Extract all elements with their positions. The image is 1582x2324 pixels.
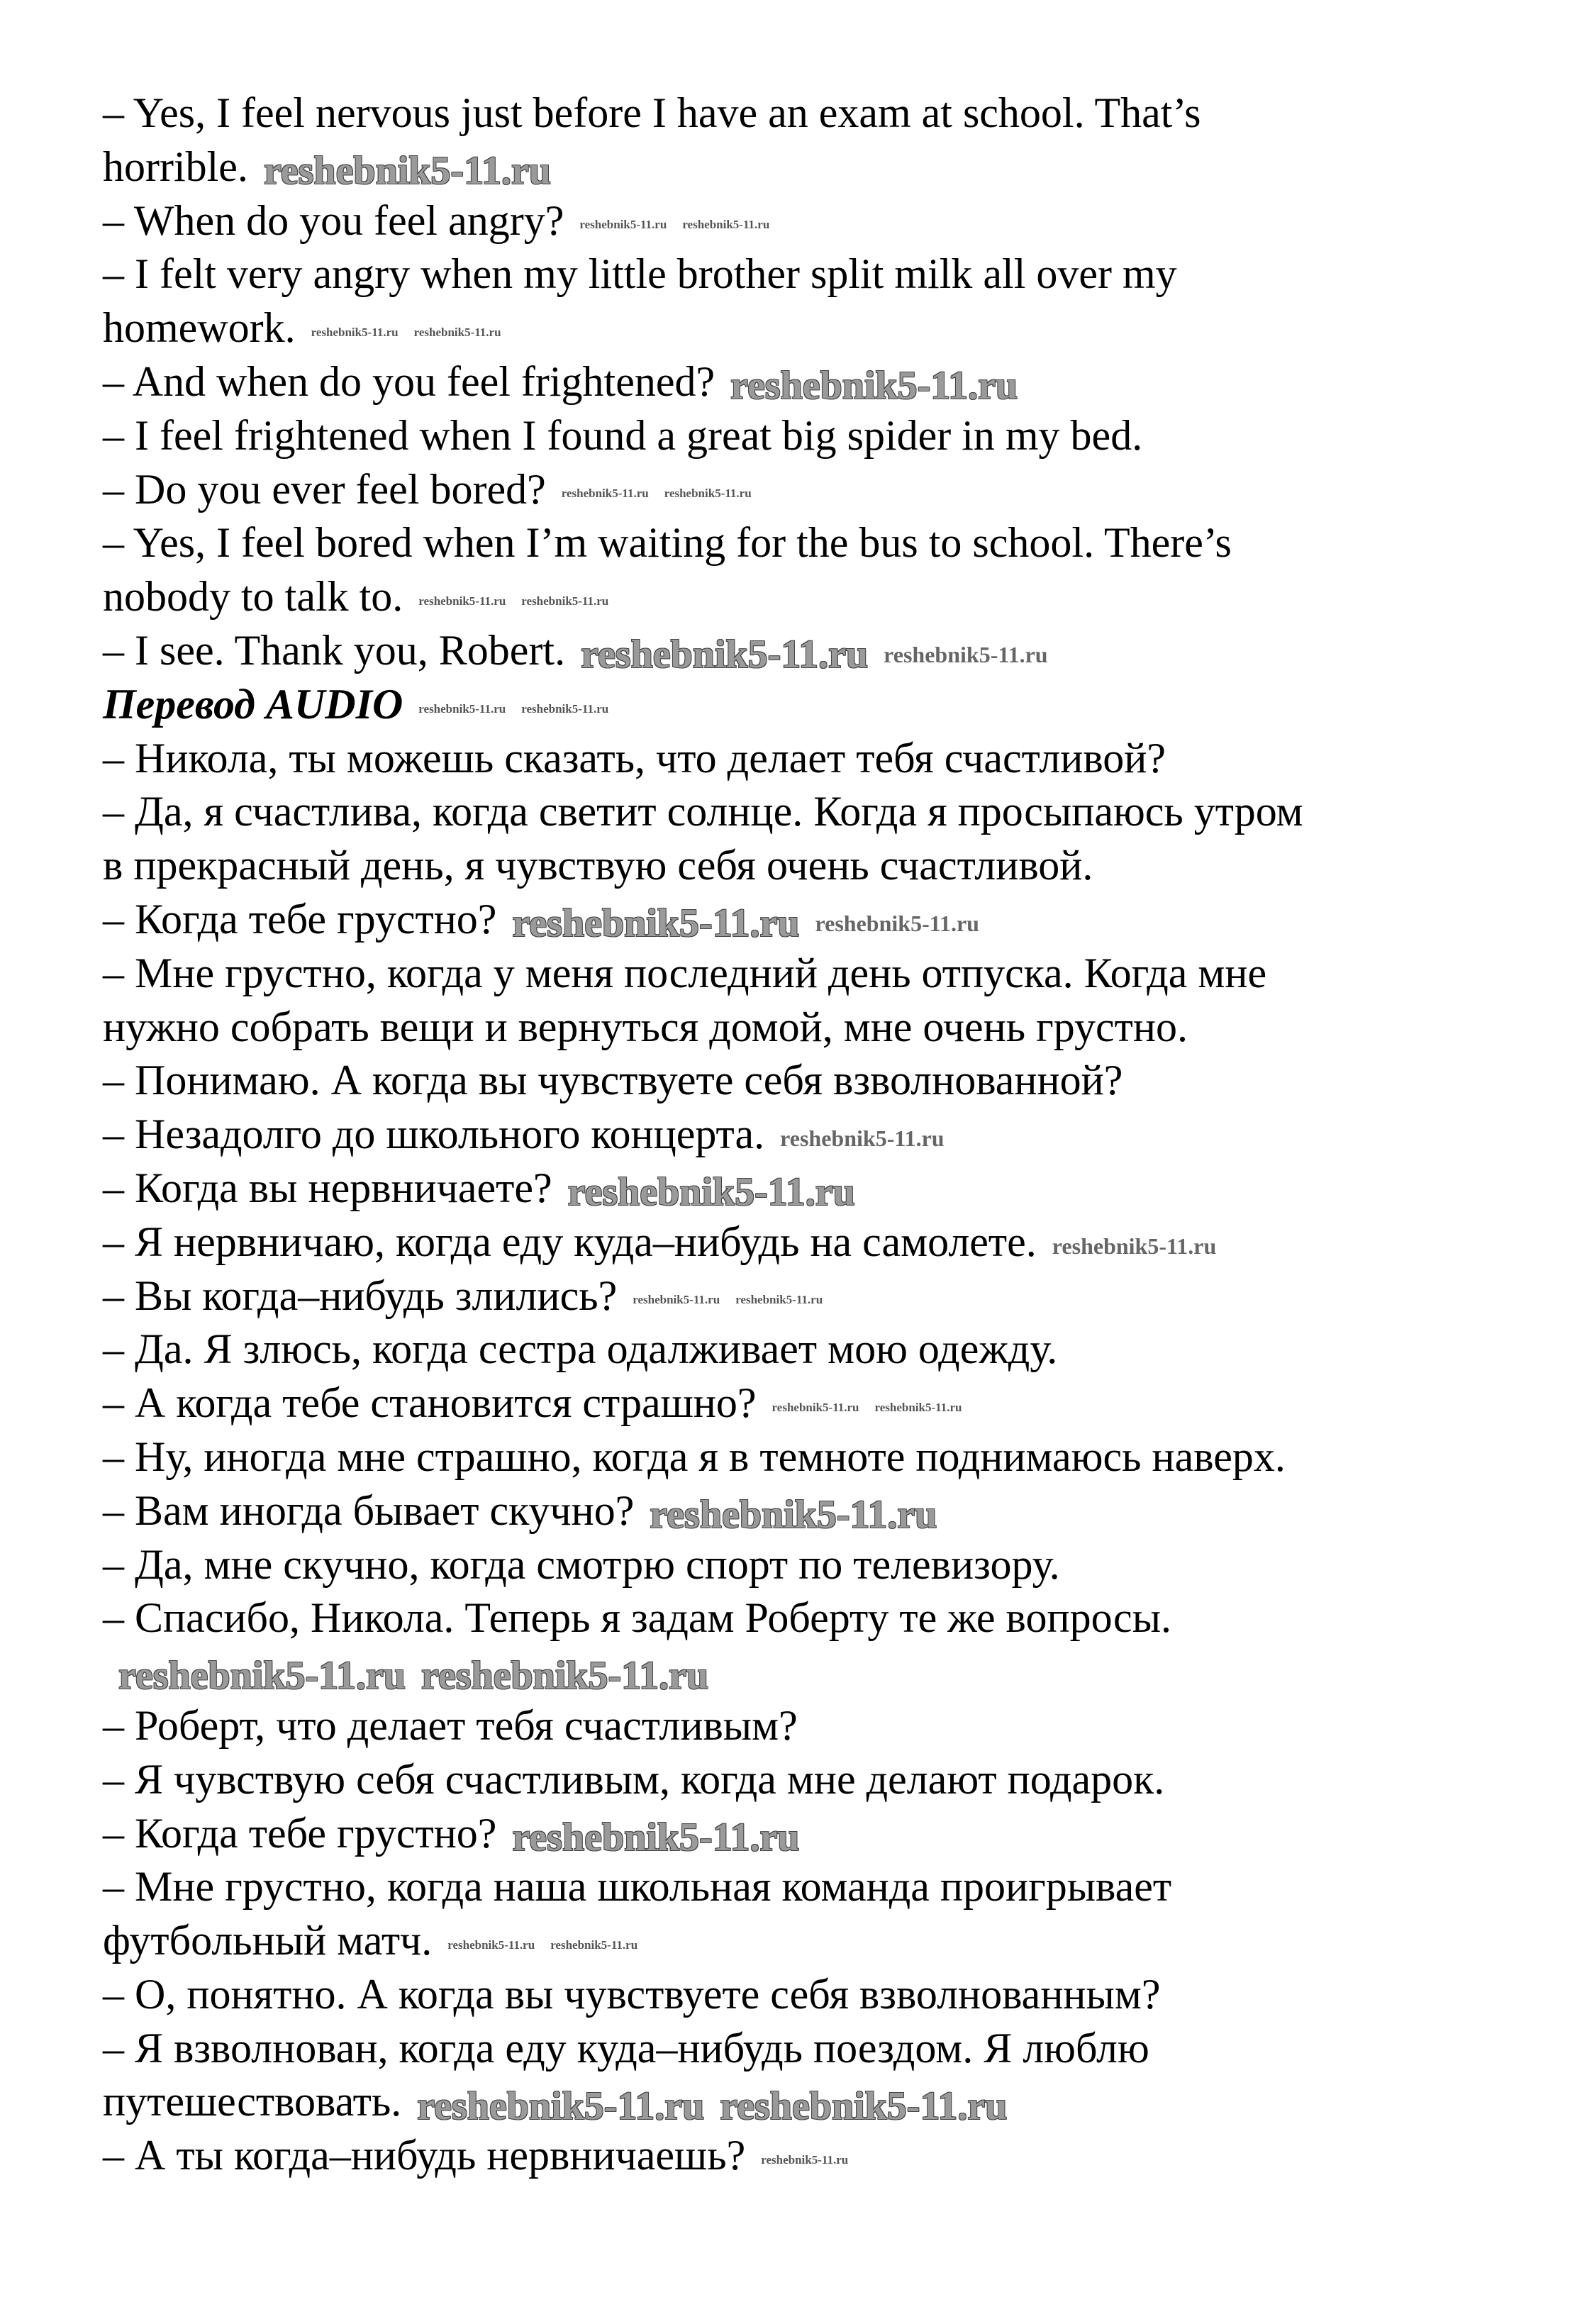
watermark: reshebnik5-11.ru — [521, 701, 609, 716]
text-line — [103, 1323, 1493, 1377]
watermark: reshebnik5-11.ru — [735, 1293, 823, 1307]
line-text: – When do you feel angry? — [103, 196, 564, 244]
text-line — [103, 785, 1493, 839]
line-text: – А ты когда–нибудь нервничаешь? — [103, 2132, 746, 2179]
watermark: reshebnik5-11.ru — [884, 642, 1048, 668]
watermark: reshebnik5-11.ru — [730, 364, 1018, 408]
line-text: – Я нервничаю, когда еду куда–нибудь на самолете. — [103, 1218, 1037, 1265]
text-line — [103, 893, 1493, 947]
text-line — [103, 2075, 1493, 2129]
line-text: – Вы когда–нибудь злились? — [103, 1272, 618, 1319]
text-line — [103, 1753, 1493, 1807]
watermark: reshebnik5-11.ru — [815, 911, 979, 937]
watermark: reshebnik5-11.ru — [1052, 1233, 1217, 1259]
section-heading — [103, 678, 1493, 732]
text-line — [103, 1269, 1493, 1323]
line-text: – Когда тебе грустно? — [103, 895, 497, 943]
line-text: – Незадолго до школьного концерта. — [103, 1111, 765, 1158]
text-line — [103, 1001, 1493, 1055]
line-text: – Когда тебе грустно? — [103, 1809, 497, 1857]
text-line — [103, 839, 1493, 893]
line-text: – Ну, иногда мне страшно, когда я в темноте поднимаюсь наверх. — [103, 1433, 1286, 1480]
line-text: – Спасибо, Никола. Теперь я задам Роберту те же вопросы. — [103, 1594, 1172, 1642]
line-text: horrible. — [103, 143, 248, 190]
watermark: reshebnik5-11.ru — [418, 594, 506, 608]
watermark: reshebnik5-11.ru — [567, 1170, 855, 1215]
text-line — [103, 463, 1493, 517]
line-text: homework. — [103, 304, 296, 352]
line-text: – Я взволнован, когда еду куда–нибудь поездом. Я люблю — [103, 2024, 1149, 2072]
line-text: – Когда вы нервничаете? — [103, 1164, 552, 1211]
text-line — [103, 1699, 1493, 1753]
line-text: – Вам иногда бывает скучно? — [103, 1486, 635, 1534]
line-text: – Никола, ты можешь сказать, что делает тебя счастливой? — [103, 734, 1166, 782]
watermark: reshebnik5-11.ru — [447, 1937, 535, 1952]
line-text: путешествовать. — [103, 2078, 402, 2125]
text-line — [103, 1645, 1493, 1699]
line-text: – Мне грустно, когда наша школьная команда проигрывает — [103, 1863, 1172, 1911]
text-line — [103, 1968, 1493, 2022]
watermark: reshebnik5-11.ru — [418, 701, 506, 716]
watermark: reshebnik5-11.ru — [780, 1125, 945, 1152]
text-line — [103, 2129, 1493, 2183]
text-line — [103, 1430, 1493, 1484]
watermark: reshebnik5-11.ru — [417, 2084, 705, 2128]
watermark: reshebnik5-11.ru — [682, 218, 770, 232]
text-line — [103, 1914, 1493, 1968]
line-text: – And when do you feel frightened? — [103, 357, 715, 405]
watermark: reshebnik5-11.ru — [512, 901, 800, 946]
line-text: – О, понятно. А когда вы чувствуете себя взволнованным? — [103, 1970, 1161, 2018]
text-line — [103, 1538, 1493, 1592]
text-line — [103, 1807, 1493, 1861]
watermark: reshebnik5-11.ru — [421, 1654, 709, 1698]
line-text: – Yes, I feel bored when I’m waiting for the bus to school. There’s — [103, 519, 1232, 567]
line-text: nobody to talk to. — [103, 573, 403, 621]
text-line — [103, 355, 1493, 409]
line-text: – I felt very angry when my little brother split milk all over my — [103, 250, 1177, 298]
text-line — [103, 1054, 1493, 1108]
line-text: в прекрасный день, я чувствую себя очень счастливой. — [103, 842, 1093, 889]
line-text: Перевод AUDIO — [103, 680, 403, 728]
watermark: reshebnik5-11.ru — [118, 1654, 406, 1698]
text-line — [103, 624, 1493, 678]
line-text: – Мне грустно, когда у меня последний день отпуска. Когда мне — [103, 949, 1267, 996]
watermark: reshebnik5-11.ru — [581, 633, 869, 677]
watermark: reshebnik5-11.ru — [650, 1492, 937, 1537]
text-line — [103, 516, 1493, 570]
line-text: – А когда тебе становится страшно? — [103, 1379, 757, 1427]
text-line — [103, 947, 1493, 1001]
watermark: reshebnik5-11.ru — [874, 1400, 962, 1414]
line-text: – I see. Thank you, Robert. — [103, 626, 566, 674]
watermark: reshebnik5-11.ru — [771, 1400, 859, 1414]
document-page — [103, 87, 1493, 2183]
text-line — [103, 570, 1493, 624]
text-line — [103, 87, 1493, 140]
text-line — [103, 301, 1493, 355]
watermark: reshebnik5-11.ru — [633, 1293, 720, 1307]
watermark: reshebnik5-11.ru — [561, 487, 649, 501]
line-text: футбольный матч. — [103, 1917, 433, 1964]
text-line — [103, 194, 1493, 248]
text-line — [103, 1162, 1493, 1216]
watermark: reshebnik5-11.ru — [311, 325, 399, 339]
line-text: – Да, мне скучно, когда смотрю спорт по телевизору. — [103, 1540, 1060, 1588]
line-text: – Do you ever feel bored? — [103, 465, 546, 513]
text-line — [103, 1108, 1493, 1162]
text-line — [103, 1484, 1493, 1538]
text-line — [103, 2022, 1493, 2076]
line-text: – I feel frightened when I found a great big spider in my bed. — [103, 411, 1143, 459]
watermark: reshebnik5-11.ru — [761, 2153, 849, 2167]
watermark: reshebnik5-11.ru — [579, 218, 667, 232]
text-line — [103, 409, 1493, 463]
text-line — [103, 140, 1493, 194]
watermark: reshebnik5-11.ru — [512, 1815, 800, 1859]
text-line — [103, 732, 1493, 786]
line-text: – Да, я счастлива, когда светит солнце. Когда я просыпаюсь утром — [103, 788, 1303, 835]
text-line — [103, 1216, 1493, 1269]
line-text: – Я чувствую себя счастливым, когда мне делают подарок. — [103, 1755, 1165, 1803]
line-text: – Понимаю. А когда вы чувствуете себя взволнованной? — [103, 1057, 1123, 1104]
text-line — [103, 1860, 1493, 1914]
line-text: – Да. Я злюсь, когда сестра одалживает мою одежду. — [103, 1325, 1058, 1373]
text-line — [103, 1377, 1493, 1430]
line-text: – Роберт, что делает тебя счастливым? — [103, 1701, 798, 1749]
text-line — [103, 248, 1493, 301]
watermark: reshebnik5-11.ru — [413, 325, 501, 339]
watermark: reshebnik5-11.ru — [550, 1937, 638, 1952]
line-text: – Yes, I feel nervous just before I have an exam at school. That’s — [103, 89, 1201, 136]
text-line — [103, 1591, 1493, 1645]
watermark: reshebnik5-11.ru — [521, 594, 609, 608]
watermark: reshebnik5-11.ru — [664, 487, 752, 501]
watermark: reshebnik5-11.ru — [720, 2084, 1008, 2128]
line-text: нужно собрать вещи и вернуться домой, мне очень грустно. — [103, 1003, 1188, 1050]
watermark: reshebnik5-11.ru — [263, 149, 551, 194]
